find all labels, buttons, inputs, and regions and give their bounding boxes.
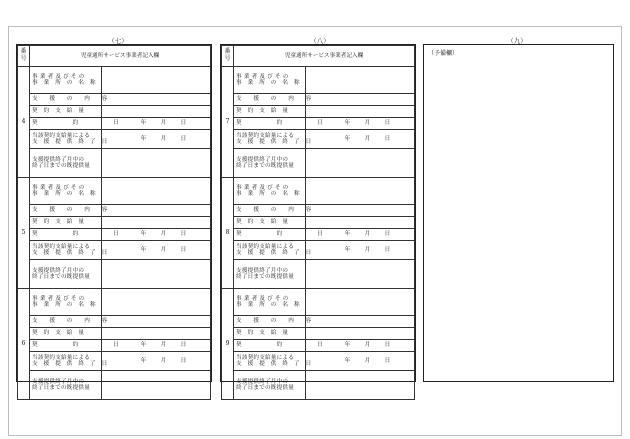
entry-row-provided-amount (222, 371, 415, 400)
entry-row-end-date (222, 130, 415, 149)
contract-amount-value[interactable] (306, 328, 415, 340)
provider-name-value[interactable] (102, 67, 211, 94)
entry-row-amount (222, 106, 415, 118)
contract-amount-label: 契 約 支 給 量 (30, 217, 102, 229)
entry-number: 6 (18, 289, 30, 400)
provided-amount-label: 支援提供終了月中の 終了日までの既提供量 (234, 149, 306, 178)
entry-row-end-date (18, 352, 211, 371)
number-header: 番号 (222, 46, 234, 67)
provider-name-value[interactable] (306, 289, 415, 316)
contract-date-value[interactable]: 年 月 日 (102, 229, 211, 241)
entry-row-support (222, 205, 415, 217)
provider-name-value[interactable] (306, 178, 415, 205)
provider-name-label: 事 業 者 及 び そ の 事 業 所 の 名 称 (234, 289, 306, 316)
table-title: 児童通所サービス事業者記入欄 (30, 46, 211, 67)
contract-amount-value[interactable] (306, 217, 415, 229)
provider-name-value[interactable] (102, 178, 211, 205)
entry-number: 5 (18, 178, 30, 289)
provider-name-value[interactable] (306, 67, 415, 94)
entry-row-end-date (222, 241, 415, 260)
entry-row-name (18, 289, 211, 316)
provider-name-label: 事 業 者 及 び そ の 事 業 所 の 名 称 (234, 178, 306, 205)
column-header-7: （七） (108, 37, 128, 45)
provider-name-label: 事 業 者 及 び そ の 事 業 所 の 名 称 (30, 178, 102, 205)
entry-number: 4 (18, 67, 30, 178)
end-date-label: 当該契約支給量による 支 援 提 供 終 了 日 (234, 130, 306, 149)
entry-row-support (18, 94, 211, 106)
contract-amount-value[interactable] (102, 328, 211, 340)
entry-number: 9 (222, 289, 234, 400)
contract-date-label: 契 約 日 (30, 118, 102, 130)
entry-row-provided-amount (222, 149, 415, 178)
provider-entry-table-left (16, 44, 212, 391)
provided-amount-label: 支援提供終了月中の 終了日までの既提供量 (30, 371, 102, 400)
entry-row-end-date (222, 352, 415, 371)
entry-row-amount (222, 217, 415, 229)
entry-row-contract-date (18, 229, 211, 241)
end-date-label: 当該契約支給量による 支 援 提 供 終 了 日 (30, 352, 102, 371)
reserve-column-label: （予備欄） (428, 50, 459, 57)
entry-row-end-date (18, 241, 211, 260)
entry-row-provided-amount (222, 260, 415, 289)
end-date-label: 当該契約支給量による 支 援 提 供 終 了 日 (234, 352, 306, 371)
contract-amount-label: 契 約 支 給 量 (234, 106, 306, 118)
entry-row-provided-amount (18, 371, 211, 400)
entry-row-contract-date (222, 118, 415, 130)
entry-row-support (18, 205, 211, 217)
contract-date-value[interactable]: 年 月 日 (306, 118, 415, 130)
entry-row-provided-amount (18, 149, 211, 178)
contract-date-value[interactable]: 年 月 日 (306, 340, 415, 352)
entry-row-support (18, 316, 211, 328)
support-content-value[interactable] (306, 94, 415, 106)
contract-amount-label: 契 約 支 給 量 (234, 328, 306, 340)
provided-amount-label: 支援提供終了月中の 終了日までの既提供量 (234, 371, 306, 400)
end-date-label: 当該契約支給量による 支 援 提 供 終 了 日 (234, 241, 306, 260)
provided-amount-label: 支援提供終了月中の 終了日までの既提供量 (234, 260, 306, 289)
support-content-value[interactable] (102, 94, 211, 106)
entry-row-contract-date (18, 118, 211, 130)
end-date-value[interactable]: 年 月 日 (306, 352, 415, 371)
entry-row-contract-date (18, 340, 211, 352)
end-date-value[interactable]: 年 月 日 (102, 130, 211, 149)
entry-row-amount (18, 217, 211, 229)
column-header-8: （八） (310, 37, 330, 45)
entry-row-support (222, 94, 415, 106)
entry-row-name (222, 178, 415, 205)
contract-date-value[interactable]: 年 月 日 (102, 118, 211, 130)
contract-date-value[interactable]: 年 月 日 (102, 340, 211, 352)
support-content-value[interactable] (306, 316, 415, 328)
entry-row-support (222, 316, 415, 328)
end-date-value[interactable]: 年 月 日 (306, 241, 415, 260)
end-date-value[interactable]: 年 月 日 (102, 352, 211, 371)
entry-row-contract-date (222, 229, 415, 241)
entry-row-provided-amount (18, 260, 211, 289)
provided-amount-value[interactable] (306, 371, 415, 400)
support-content-value[interactable] (102, 316, 211, 328)
contract-amount-value[interactable] (306, 106, 415, 118)
entry-row-name (222, 289, 415, 316)
contract-amount-value[interactable] (102, 106, 211, 118)
entry-number: 8 (222, 178, 234, 289)
end-date-value[interactable]: 年 月 日 (306, 130, 415, 149)
entry-row-contract-date (222, 340, 415, 352)
entry-row-amount (18, 106, 211, 118)
contract-amount-value[interactable] (102, 217, 211, 229)
contract-date-label: 契 約 日 (30, 229, 102, 241)
provided-amount-label: 支援提供終了月中の 終了日までの既提供量 (30, 260, 102, 289)
reserve-column (423, 44, 614, 382)
entry-number: 7 (222, 67, 234, 178)
support-content-label: 支 援 の 内 容 (30, 205, 102, 217)
contract-date-value[interactable]: 年 月 日 (306, 229, 415, 241)
provider-name-label: 事 業 者 及 び そ の 事 業 所 の 名 称 (234, 67, 306, 94)
support-content-value[interactable] (102, 205, 211, 217)
provider-entry-table-right (220, 44, 416, 391)
end-date-value[interactable]: 年 月 日 (102, 241, 211, 260)
number-header: 番号 (18, 46, 30, 67)
entry-row-name (222, 67, 415, 94)
contract-date-label: 契 約 日 (30, 340, 102, 352)
entry-row-amount (222, 328, 415, 340)
provided-amount-value[interactable] (306, 149, 415, 178)
contract-amount-label: 契 約 支 給 量 (30, 328, 102, 340)
end-date-label: 当該契約支給量による 支 援 提 供 終 了 日 (30, 241, 102, 260)
support-content-label: 支 援 の 内 容 (30, 316, 102, 328)
table-title: 児童通所サービス事業者記入欄 (234, 46, 415, 67)
entry-row-name (18, 178, 211, 205)
contract-amount-label: 契 約 支 給 量 (234, 217, 306, 229)
contract-date-label: 契 約 日 (234, 118, 306, 130)
provided-amount-value[interactable] (306, 260, 415, 289)
provided-amount-label: 支援提供終了月中の 終了日までの既提供量 (30, 149, 102, 178)
support-content-label: 支 援 の 内 容 (30, 94, 102, 106)
contract-date-label: 契 約 日 (234, 229, 306, 241)
entry-row-name (18, 67, 211, 94)
provider-name-value[interactable] (102, 289, 211, 316)
support-content-label: 支 援 の 内 容 (234, 205, 306, 217)
column-header-9: （九） (507, 37, 527, 45)
support-content-label: 支 援 の 内 容 (234, 94, 306, 106)
provider-name-label: 事 業 者 及 び そ の 事 業 所 の 名 称 (30, 289, 102, 316)
entry-row-end-date (18, 130, 211, 149)
provider-name-label: 事 業 者 及 び そ の 事 業 所 の 名 称 (30, 67, 102, 94)
end-date-label: 当該契約支給量による 支 援 提 供 終 了 日 (30, 130, 102, 149)
support-content-label: 支 援 の 内 容 (234, 316, 306, 328)
contract-amount-label: 契 約 支 給 量 (30, 106, 102, 118)
contract-date-label: 契 約 日 (234, 340, 306, 352)
provided-amount-value[interactable] (102, 371, 211, 400)
support-content-value[interactable] (306, 205, 415, 217)
provided-amount-value[interactable] (102, 149, 211, 178)
provided-amount-value[interactable] (102, 260, 211, 289)
entry-row-amount (18, 328, 211, 340)
